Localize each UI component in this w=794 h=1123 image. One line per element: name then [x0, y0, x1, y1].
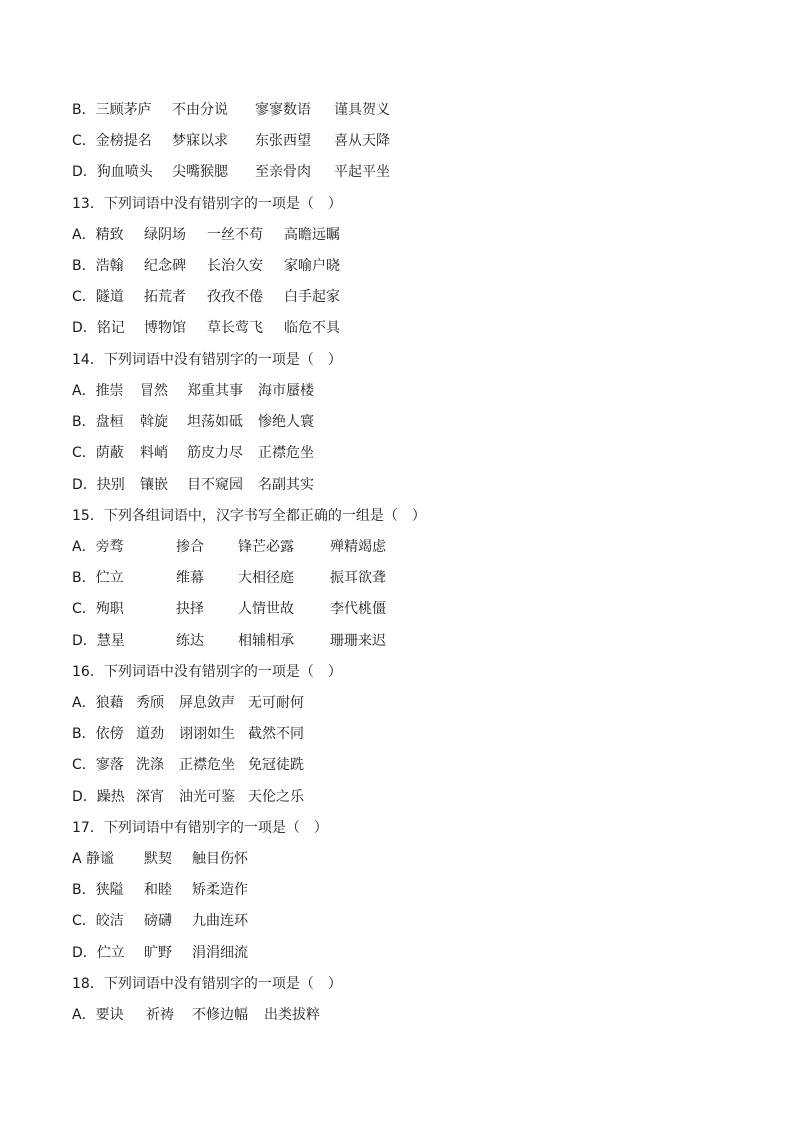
word-item: 冒然 — [140, 383, 168, 399]
word-item: 镶嵌 — [140, 477, 168, 493]
word-item: 料峭 — [140, 445, 168, 461]
option-label: A 静谧 — [72, 851, 115, 867]
word-item: 维幕 — [176, 570, 204, 586]
option-label: A．精致 — [72, 227, 124, 243]
word-item: 和睦 — [144, 882, 172, 898]
option-label: B．三顾茅庐 — [72, 102, 152, 118]
word-item: 博物馆 — [144, 320, 186, 336]
word-item: 绿阴场 — [144, 227, 186, 243]
word-item: 诩诩如生 — [179, 726, 235, 742]
word-item: 海市蜃楼 — [258, 383, 314, 399]
option-label: C．隧道 — [72, 289, 124, 305]
word-item: 锋芒必露 — [238, 539, 294, 555]
word-item: 振耳欲聋 — [330, 570, 386, 586]
word-item: 斡旋 — [140, 414, 168, 430]
word-item: 默契 — [144, 851, 172, 867]
word-item: 拓荒者 — [144, 289, 186, 305]
word-item: 寥寥数语 — [255, 102, 311, 118]
question-text: 17．下列词语中有错别字的一项是（ ） — [72, 820, 328, 836]
word-item: 长治久安 — [207, 258, 263, 274]
word-item: 尖嘴猴腮 — [172, 164, 228, 180]
question-text: 18．下列词语中没有错别字的一项是（ ） — [72, 976, 342, 992]
word-item: 殚精竭虑 — [330, 539, 386, 555]
word-item: 正襟危坐 — [179, 757, 235, 773]
word-item: 谨具贺义 — [334, 102, 390, 118]
word-item: 触目伤怀 — [192, 851, 248, 867]
option-label: B．伫立 — [72, 570, 124, 586]
word-item: 大相径庭 — [238, 570, 294, 586]
word-item: 惨绝人寰 — [258, 414, 314, 430]
option-label: D．铭记 — [72, 320, 125, 336]
word-item: 高瞻远瞩 — [284, 227, 340, 243]
word-item: 名副其实 — [258, 477, 314, 493]
word-item: 白手起家 — [284, 289, 340, 305]
option-label: A．狼藉 — [72, 695, 124, 711]
word-item: 平起平坐 — [334, 164, 390, 180]
word-item: 梦寐以求 — [172, 133, 228, 149]
option-label: B．狭隘 — [72, 882, 124, 898]
word-item: 不修边幅 — [192, 1007, 248, 1023]
word-item: 出类拔粹 — [264, 1007, 320, 1023]
option-label: D．伫立 — [72, 945, 125, 961]
word-item: 免冠徒跣 — [248, 757, 304, 773]
option-label: B．依傍 — [72, 726, 124, 742]
word-item: 深宵 — [136, 789, 164, 805]
word-item: 李代桃僵 — [330, 601, 386, 617]
word-item: 一丝不苟 — [207, 227, 263, 243]
word-item: 正襟危坐 — [258, 445, 314, 461]
word-item: 无可耐何 — [248, 695, 304, 711]
option-label: D．躁热 — [72, 789, 125, 805]
word-item: 截然不同 — [248, 726, 304, 742]
option-label: B．浩翰 — [72, 258, 124, 274]
word-item: 草长莺飞 — [207, 320, 263, 336]
word-item: 油光可鉴 — [179, 789, 235, 805]
word-item: 不由分说 — [172, 102, 228, 118]
question-text: 14．下列词语中没有错别字的一项是（ ） — [72, 352, 342, 368]
word-item: 九曲连环 — [192, 913, 248, 929]
word-item: 珊珊来迟 — [330, 633, 386, 649]
option-label: D．慧星 — [72, 633, 125, 649]
word-item: 屏息敛声 — [179, 695, 235, 711]
word-item: 洗涤 — [136, 757, 164, 773]
word-item: 筋皮力尽 — [187, 445, 243, 461]
word-item: 练达 — [176, 633, 204, 649]
option-label: B．盘桓 — [72, 414, 124, 430]
word-item: 矫柔造作 — [192, 882, 248, 898]
word-item: 相辅相承 — [238, 633, 294, 649]
option-label: C．皎洁 — [72, 913, 124, 929]
word-item: 临危不具 — [284, 320, 340, 336]
option-label: D．抉别 — [72, 477, 125, 493]
word-item: 抉择 — [176, 601, 204, 617]
option-label: A．要诀 — [72, 1007, 124, 1023]
word-item: 掺合 — [176, 539, 204, 555]
word-item: 家喻户晓 — [284, 258, 340, 274]
word-item: 东张西望 — [255, 133, 311, 149]
word-item: 喜从天降 — [334, 133, 390, 149]
option-label: C．寥落 — [72, 757, 124, 773]
word-item: 至亲骨肉 — [255, 164, 311, 180]
option-label: A．推崇 — [72, 383, 124, 399]
word-item: 天伦之乐 — [248, 789, 304, 805]
word-item: 郑重其事 — [187, 383, 243, 399]
word-item: 旷野 — [144, 945, 172, 961]
question-text: 15．下列各组词语中，汉字书写全都正确的一组是（ ） — [72, 508, 426, 524]
word-item: 坦荡如砥 — [187, 414, 243, 430]
word-item: 道劲 — [136, 726, 164, 742]
option-label: C．荫蔽 — [72, 445, 124, 461]
word-item: 涓涓细流 — [192, 945, 248, 961]
question-text: 16．下列词语中没有错别字的一项是（ ） — [72, 664, 342, 680]
option-label: D．狗血喷头 — [72, 164, 153, 180]
option-label: C．金榜提名 — [72, 133, 152, 149]
word-item: 秀颀 — [136, 695, 164, 711]
word-item: 祈祷 — [146, 1007, 174, 1023]
word-item: 人情世故 — [238, 601, 294, 617]
word-item: 磅礴 — [144, 913, 172, 929]
option-label: A．旁骛 — [72, 539, 124, 555]
word-item: 孜孜不倦 — [207, 289, 263, 305]
option-label: C．殉职 — [72, 601, 124, 617]
word-item: 目不窥园 — [187, 477, 243, 493]
word-item: 纪念碑 — [144, 258, 186, 274]
question-text: 13．下列词语中没有错别字的一项是（ ） — [72, 196, 342, 212]
